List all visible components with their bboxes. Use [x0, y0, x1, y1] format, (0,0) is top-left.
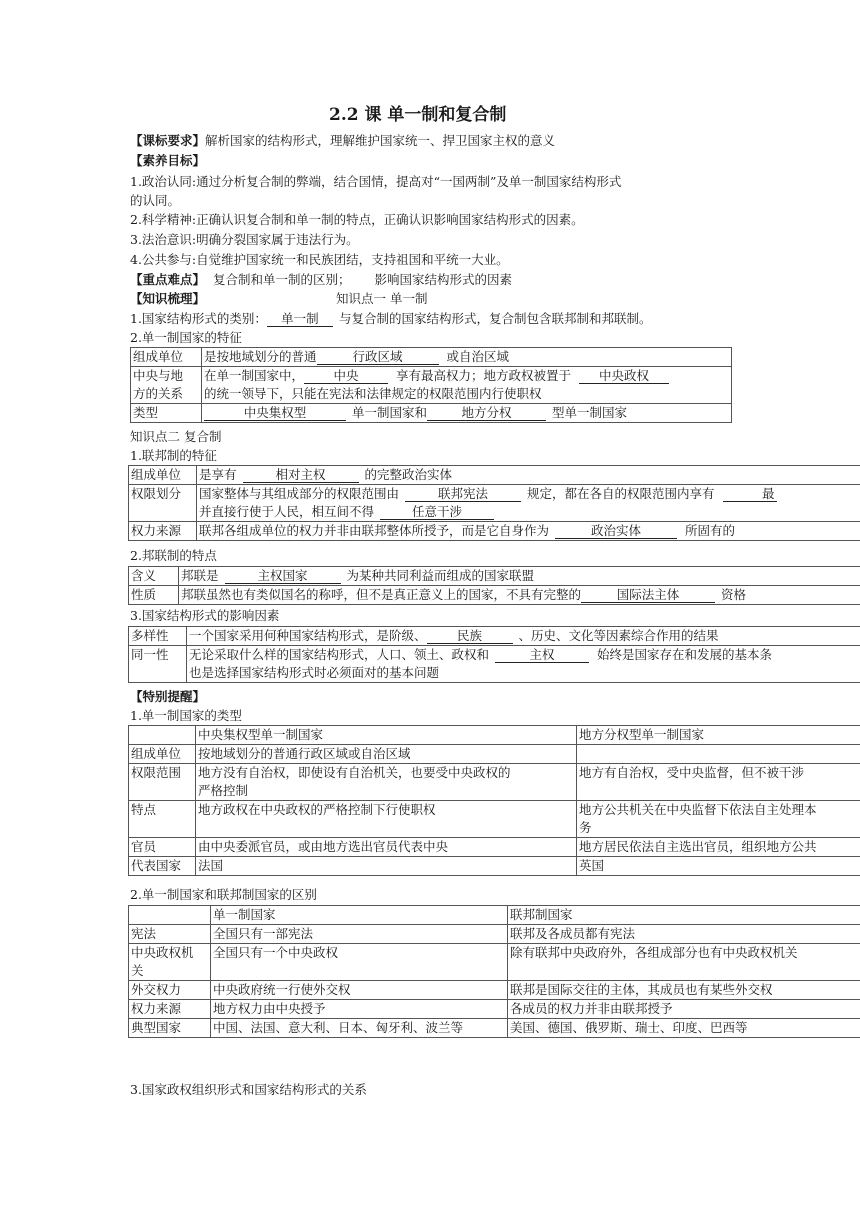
table-row	[129, 981, 860, 1000]
row-label: 组成单位	[131, 348, 202, 367]
header-cell: 中央集权型单一制国家	[196, 726, 577, 745]
table-row	[131, 367, 732, 404]
unitary-types-table	[128, 725, 860, 876]
row-label: 代表国家	[129, 857, 196, 876]
table-header-row	[129, 726, 860, 745]
header-cell: 单一制国家	[211, 906, 508, 925]
row-content: 无论采取什么样的国家结构形式，人口、领土、政权和 主权 始终是国家存在和发展的基本条 也是选择国家结构形式时必须面对的基本问题	[187, 646, 860, 683]
row-label: 权力来源	[129, 1000, 211, 1019]
unitary-vs-federal-table	[128, 905, 860, 1038]
table-header-row	[129, 906, 860, 925]
row-label: 权力来源	[129, 522, 197, 541]
row-cell: 地方公共机关在中央监督下依法自主处理本 务	[577, 801, 860, 838]
tips-heading-1: 1.单一制国家的类型	[130, 708, 242, 723]
point-2-heading: 知识点二 复合制	[130, 429, 222, 444]
literacy-label: 【素养目标】	[130, 153, 206, 168]
conf-heading: 2.邦联制的特点	[130, 548, 217, 563]
row-cell: 按地域划分的普通行政区域或自治区域	[196, 745, 577, 764]
row-label: 外交权力	[129, 981, 211, 1000]
row-content: 邦联是 主权国家 为某种共同利益而组成的国家联盟	[179, 567, 860, 586]
blank-answer: 中央	[304, 368, 388, 384]
table-row	[129, 925, 860, 944]
fed-heading: 1.联邦制的特征	[130, 448, 217, 463]
row-cell: 由中央委派官员，或由地方选出官员代表中央	[196, 838, 577, 857]
row-content: 是享有 相对主权 的完整政治实体	[197, 466, 860, 485]
row-label: 组成单位	[129, 745, 196, 764]
row-content: 中央集权型 单一制国家和 地方分权 型单一制国家	[202, 404, 732, 423]
table-row	[131, 348, 732, 367]
blank-answer: 任意干涉	[380, 504, 494, 520]
confederation-table	[128, 566, 860, 605]
header-cell: 联邦制国家	[508, 906, 860, 925]
row-cell: 地方政权在中央政权的严格控制下行使职权	[196, 801, 577, 838]
row-cell: 除有联邦中央政府外，各组成部分也有中央政权机关	[508, 944, 860, 981]
standard-text: 解析国家的结构形式，理解维护国家统一、捍卫国家主权的意义	[205, 133, 556, 148]
blank-answer: 民族	[427, 628, 513, 644]
row-label: 性质	[129, 586, 179, 605]
factors-heading: 3.国家结构形式的影响因素	[130, 608, 280, 623]
unitary-table	[130, 347, 732, 423]
row-label: 权限范围	[129, 764, 196, 801]
table-row	[129, 745, 860, 764]
blank-answer: 相对主权	[243, 467, 359, 483]
row-label: 含义	[129, 567, 179, 586]
row-cell: 中央政府统一行使外交权	[211, 981, 508, 1000]
row-content: 邦联虽然也有类似国名的称呼，但不是真正意义上的国家，不具有完整的 国际法主体 资格	[179, 586, 860, 605]
header-cell	[129, 906, 211, 925]
table-row	[129, 627, 860, 646]
key-text-1: 复合制和单一制的区别；	[213, 272, 351, 287]
page-title: 2.2 课 单一制和复合制	[329, 105, 507, 125]
row-content: 在单一制国家中， 中央 享有最高权力；地方政权被置于 中央政权 的统一领导下，只能在宪法和法律规定的权限范围内行使职权	[202, 367, 732, 404]
row-cell: 联邦是国际交往的主体，其成员也有某些外交权	[508, 981, 860, 1000]
blank-answer: 主权	[495, 647, 589, 663]
tips-label: 【特别提醒】	[130, 689, 206, 704]
header-cell: 地方分权型单一制国家	[577, 726, 860, 745]
blank-answer: 中央集权型	[204, 405, 346, 421]
tips-heading-3: 3.国家政权组织形式和国家结构形式的关系	[130, 1082, 367, 1097]
p1-line: 1.国家结构形式的类别： 单一制 与复合制的国家结构形式，复合制包含联邦制和邦联制。	[130, 311, 652, 326]
row-content: 是按地域划分的普通 行政区域 或自治区域	[202, 348, 732, 367]
table-row	[129, 646, 860, 683]
row-cell: 各成员的权力并非由联邦授予	[508, 1000, 860, 1019]
table-row	[129, 586, 860, 605]
row-cell: 地方居民依法自主选出官员，组织地方公共	[577, 838, 860, 857]
goal-3: 3.法治意识:明确分裂国家属于违法行为。	[130, 232, 359, 247]
goal-1-cont: 的认同。	[130, 193, 181, 208]
table-row	[129, 764, 860, 801]
p2-heading: 2.单一制国家的特征	[130, 330, 242, 345]
key-label: 【重点难点】	[130, 272, 206, 287]
row-content: 国家整体与其组成部分的权限范围由 联邦宪法 规定，都在各自的权限范围内享有 最 并直接行使于人民，相互间不得 任意干涉	[197, 485, 860, 522]
federal-table	[128, 465, 860, 541]
standard-line	[130, 131, 555, 150]
table-row	[129, 801, 860, 838]
blank-answer: 单一制	[267, 311, 333, 327]
blank-answer: 中央政权	[579, 368, 669, 384]
key-line	[130, 270, 512, 289]
blank-answer: 联邦宪法	[405, 486, 521, 502]
factors-table	[128, 626, 860, 683]
table-row	[129, 838, 860, 857]
blank-answer: 最	[723, 486, 777, 502]
table-row	[129, 466, 860, 485]
row-cell: 地方权力由中央授予	[211, 1000, 508, 1019]
row-label: 典型国家	[129, 1019, 211, 1038]
point-1-heading: 知识点一 单一制	[336, 291, 428, 306]
table-row	[129, 567, 860, 586]
row-label: 中央与地 方的关系	[131, 367, 202, 404]
standard-label: 【课标要求】	[130, 133, 206, 148]
row-cell: 英国	[577, 857, 860, 876]
row-cell: 全国只有一个中央政权	[211, 944, 508, 981]
goal-2: 2.科学精神:正确认识复合制和单一制的特点，正确认识影响国家结构形式的因素。	[130, 212, 584, 227]
row-cell: 法国	[196, 857, 577, 876]
table-row	[131, 404, 732, 423]
goal-1: 1.政治认同:通过分析复合制的弊端，结合国情，提高对“一国两制”及单一制国家结构形式	[130, 174, 622, 189]
row-label: 特点	[129, 801, 196, 838]
blank-answer: 国际法主体	[581, 587, 715, 603]
row-content: 一个国家采用何种国家结构形式，是阶级、 民族 、历史、文化等因素综合作用的结果	[187, 627, 860, 646]
table-row	[129, 944, 860, 981]
row-cell: 全国只有一部宪法	[211, 925, 508, 944]
table-row	[129, 485, 860, 522]
row-label: 中央政权机 关	[129, 944, 211, 981]
row-cell	[577, 745, 860, 764]
row-cell: 美国、德国、俄罗斯、瑞士、印度、巴西等	[508, 1019, 860, 1038]
blank-answer: 地方分权	[427, 405, 546, 421]
table-row	[129, 522, 860, 541]
blank-answer: 行政区域	[317, 349, 439, 365]
row-cell: 联邦及各成员都有宪法	[508, 925, 860, 944]
table-row	[129, 857, 860, 876]
table-row	[129, 1019, 860, 1038]
row-label: 组成单位	[129, 466, 197, 485]
header-cell	[129, 726, 196, 745]
row-label: 权限划分	[129, 485, 197, 522]
row-cell: 地方没有自治权，即使设有自治机关，也要受中央政权的 严格控制	[196, 764, 577, 801]
row-label: 类型	[131, 404, 202, 423]
table-row	[129, 1000, 860, 1019]
row-label: 官员	[129, 838, 196, 857]
row-label: 宪法	[129, 925, 211, 944]
blank-answer: 政治实体	[555, 523, 677, 539]
review-label: 【知识梳理】	[130, 291, 206, 306]
row-label: 多样性	[129, 627, 187, 646]
goal-4: 4.公共参与:自觉维护国家统一和民族团结，支持祖国和平统一大业。	[130, 252, 509, 267]
row-cell: 中国、法国、意大利、日本、匈牙利、波兰等	[211, 1019, 508, 1038]
blank-answer: 主权国家	[225, 568, 341, 584]
row-content: 联邦各组成单位的权力并非由联邦整体所授予，而是它自身作为 政治实体 所固有的	[197, 522, 860, 541]
row-cell: 地方有自治权，受中央监督，但不被干涉	[577, 764, 860, 801]
tips-heading-2: 2.单一制国家和联邦制国家的区别	[130, 887, 317, 902]
row-label: 同一性	[129, 646, 187, 683]
key-text-2: 影响国家结构形式的因素	[374, 272, 513, 287]
